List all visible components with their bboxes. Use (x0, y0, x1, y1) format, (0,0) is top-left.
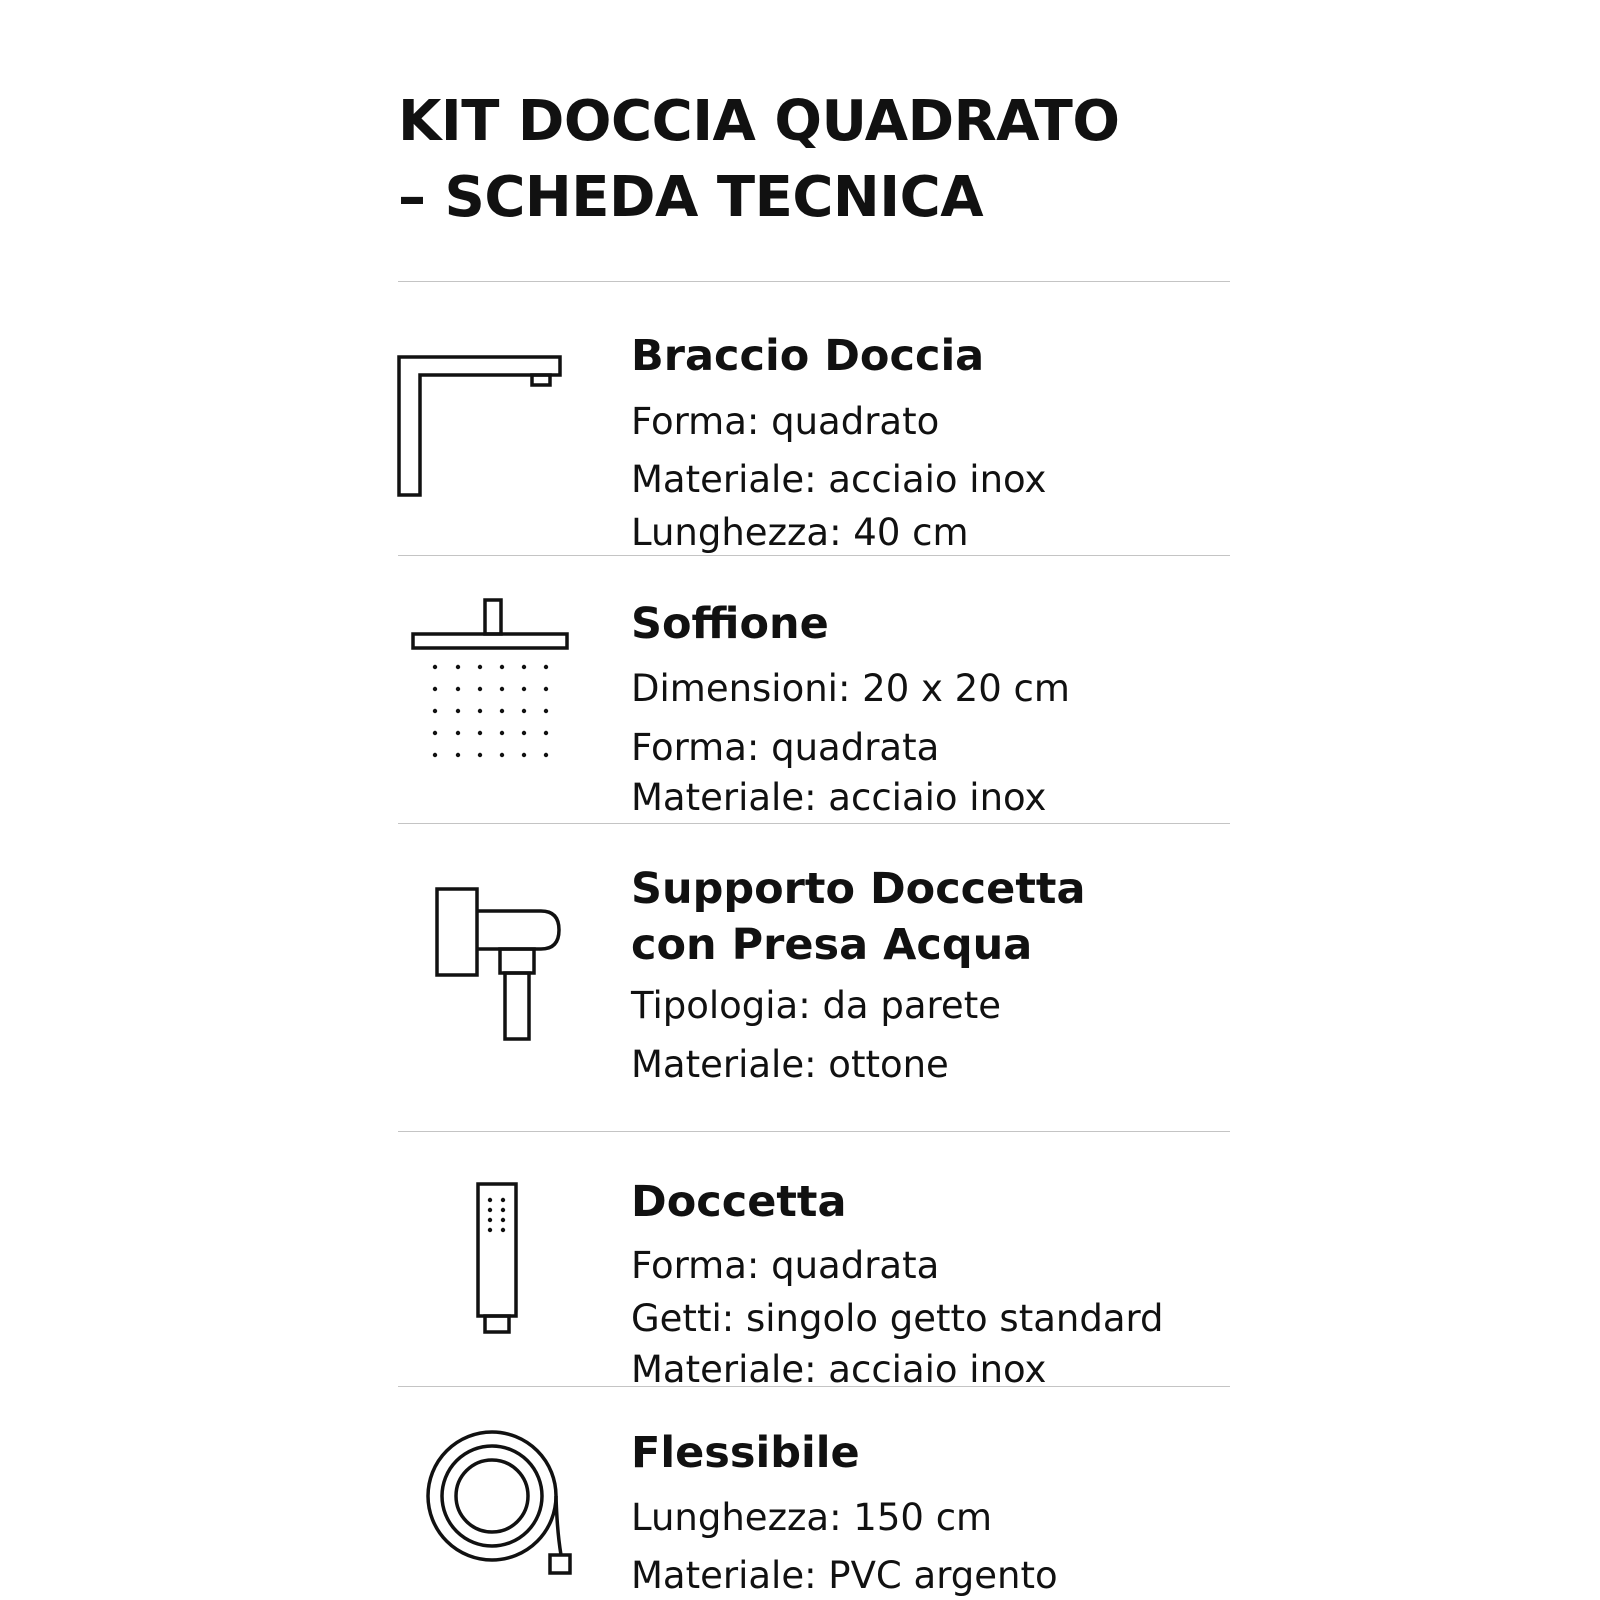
spec-materiale: Materiale: ottone (631, 1043, 949, 1086)
wall-bracket-icon (433, 885, 568, 1043)
divider (398, 1386, 1230, 1387)
spec-lunghezza: Lunghezza: 40 cm (631, 511, 969, 554)
spec-lunghezza: Lunghezza: 150 cm (631, 1496, 993, 1539)
section-heading-line-1: Supporto Doccetta (631, 864, 1086, 914)
divider (398, 281, 1230, 282)
section-heading: Soffione (631, 599, 829, 649)
page-title-line-2: – SCHEDA TECNICA (398, 165, 984, 230)
hand-shower-icon (474, 1180, 524, 1334)
divider (398, 1131, 1230, 1132)
divider (398, 555, 1230, 556)
page-title-line-1: KIT DOCCIA QUADRATO (398, 89, 1120, 154)
spec-materiale: Materiale: PVC argento (631, 1554, 1058, 1597)
page-title (398, 84, 1119, 236)
spec-materiale: Materiale: acciaio inox (631, 458, 1047, 501)
shower-head-icon (408, 596, 580, 766)
section-heading: Doccetta (631, 1177, 847, 1227)
spec-forma: Forma: quadrata (631, 1244, 940, 1287)
spec-tipologia: Tipologia: da parete (631, 984, 1001, 1027)
section-heading-line-2: con Presa Acqua (631, 920, 1033, 970)
section-heading: Braccio Doccia (631, 331, 985, 381)
spec-forma: Forma: quadrata (631, 726, 940, 769)
spec-dimensioni: Dimensioni: 20 x 20 cm (631, 667, 1070, 710)
divider (398, 823, 1230, 824)
section-heading (631, 861, 1085, 973)
spec-getti: Getti: singolo getto standard (631, 1297, 1164, 1340)
shower-arm-icon (392, 350, 572, 500)
spec-materiale: Materiale: acciaio inox (631, 1348, 1047, 1391)
spec-materiale: Materiale: acciaio inox (631, 776, 1047, 819)
hose-icon (425, 1423, 575, 1578)
spec-forma: Forma: quadrato (631, 400, 940, 443)
section-heading: Flessibile (631, 1428, 860, 1478)
